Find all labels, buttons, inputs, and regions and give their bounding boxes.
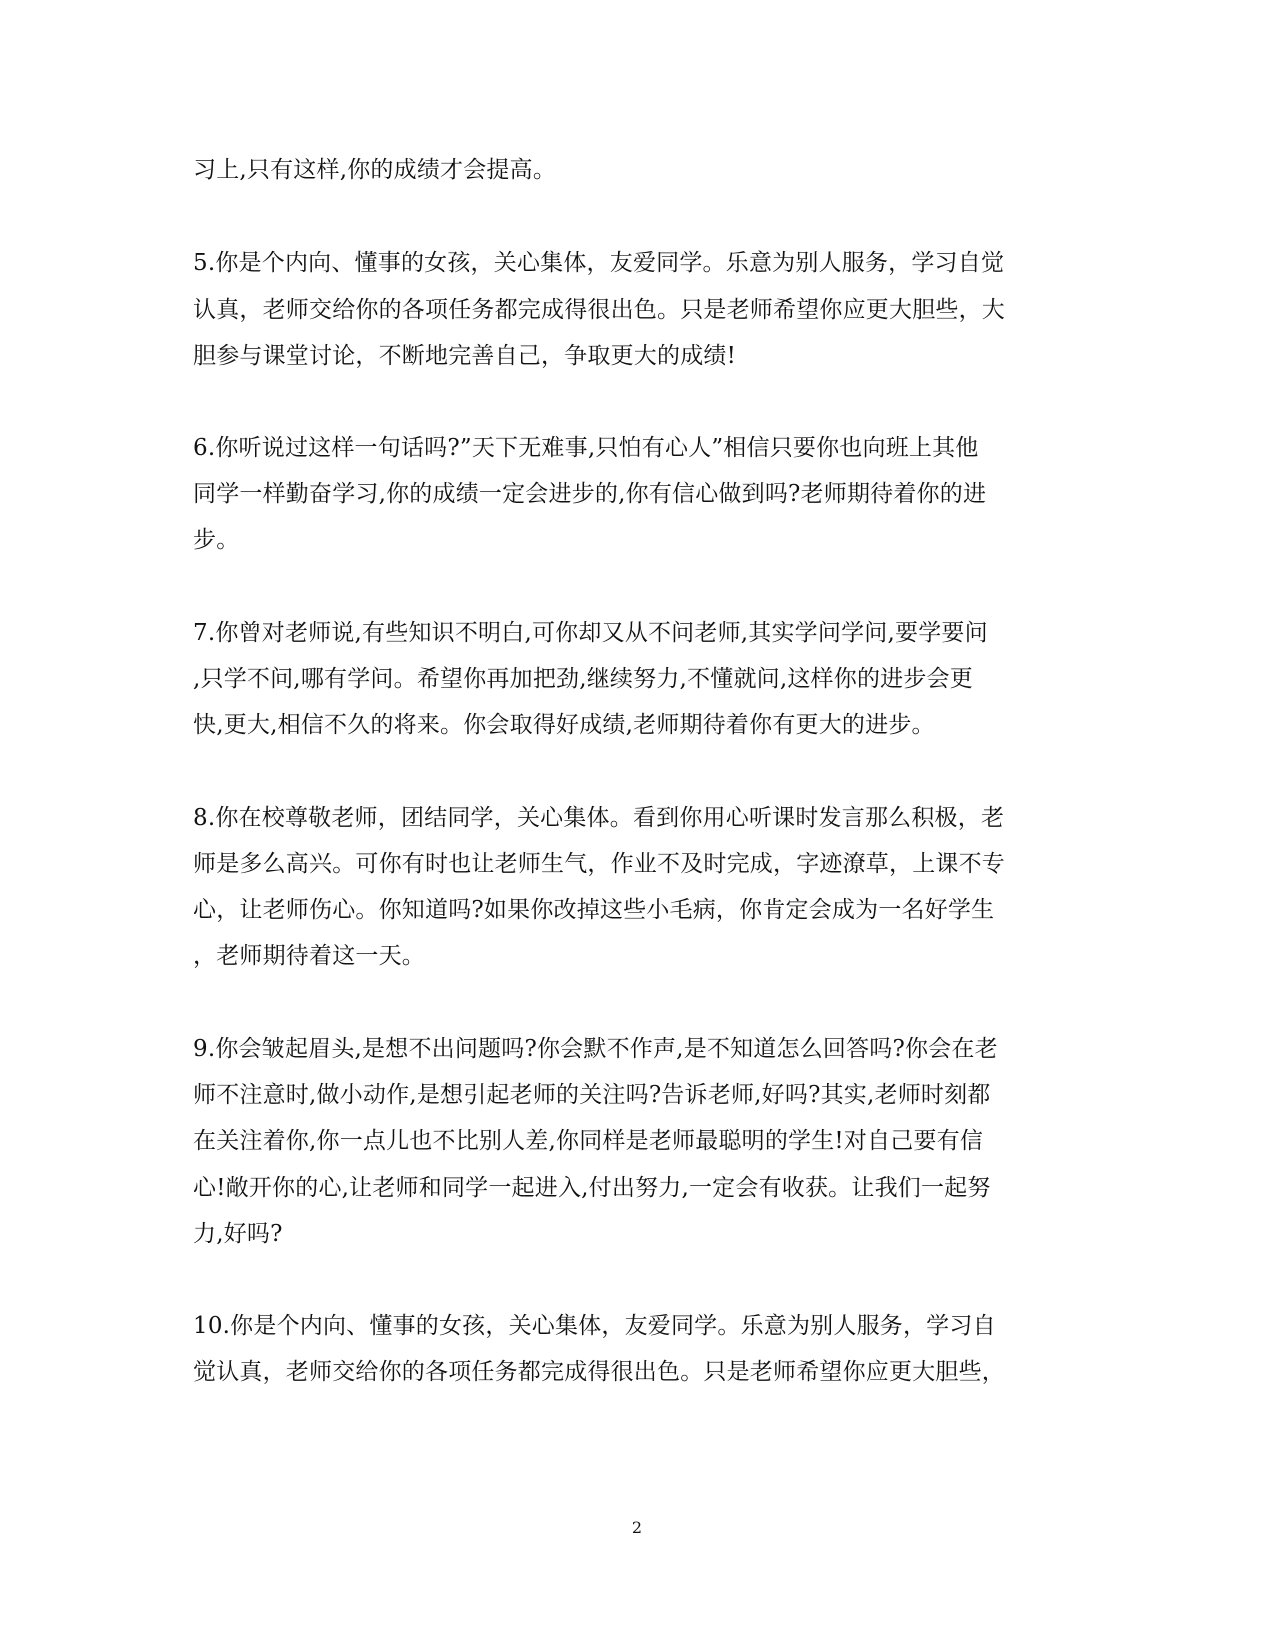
page-number: 2: [631, 1518, 643, 1537]
text-line: 师不注意时,做小动作,是想引起老师的关注吗?告诉老师,好吗?其实,老师时刻都: [193, 1082, 991, 1108]
text-line: 步。: [193, 527, 240, 553]
text-line: 师是多么高兴。可你有时也让老师生气，作业不及时完成，字迹潦草，上课不专: [193, 851, 1005, 877]
text-line: 心，让老师伤心。你知道吗?如果你改掉这些小毛病，你肯定会成为一名好学生: [193, 897, 995, 923]
text-line: 7.你曾对老师说,有些知识不明白,可你却又从不问老师,其实学问学问,要学要问: [193, 620, 988, 646]
text-line: 6.你听说过这样一句话吗?”天下无难事,只怕有心人”相信只要你也向班上其他: [193, 435, 979, 461]
text-line: 9.你会皱起眉头,是想不出问题吗?你会默不作声,是不知道怎么回答吗?你会在老: [193, 1036, 998, 1062]
text-line: ，老师期待着这一天。: [193, 943, 425, 969]
text-line: 认真，老师交给你的各项任务都完成得很出色。只是老师希望你应更大胆些，大: [193, 297, 1005, 323]
text-line: 力,好吗?: [193, 1221, 283, 1247]
text-line: 在关注着你,你一点儿也不比别人差,你同样是老师最聪明的学生!对自己要有信: [193, 1128, 984, 1154]
text-line: 8.你在校尊敬老师，团结同学，关心集体。看到你用心听课时发言那么积极，老: [193, 805, 1005, 831]
text-line: 胆参与课堂讨论，不断地完善自己，争取更大的成绩!: [193, 343, 737, 369]
text-line: 快,更大,相信不久的将来。你会取得好成绩,老师期待着你有更大的进步。: [193, 712, 935, 738]
text-line: 觉认真，老师交给你的各项任务都完成得很出色。只是老师希望你应更大胆些，: [193, 1359, 1005, 1385]
text-line: 同学一样勤奋学习,你的成绩一定会进步的,你有信心做到吗?老师期待着你的进: [193, 481, 987, 507]
text-line: 5.你是个内向、懂事的女孩，关心集体，友爱同学。乐意为别人服务，学习自觉: [193, 250, 1005, 276]
text-line: 10.你是个内向、懂事的女孩，关心集体，友爱同学。乐意为别人服务，学习自: [193, 1313, 996, 1339]
text-line: ,只学不问,哪有学问。希望你再加把劲,继续努力,不懂就问,这样你的进步会更: [193, 666, 973, 692]
text-line: 心!敞开你的心,让老师和同学一起进入,付出努力,一定会有收获。让我们一起努: [193, 1175, 991, 1201]
text-line: 习上,只有这样,你的成绩才会提高。: [193, 157, 557, 183]
